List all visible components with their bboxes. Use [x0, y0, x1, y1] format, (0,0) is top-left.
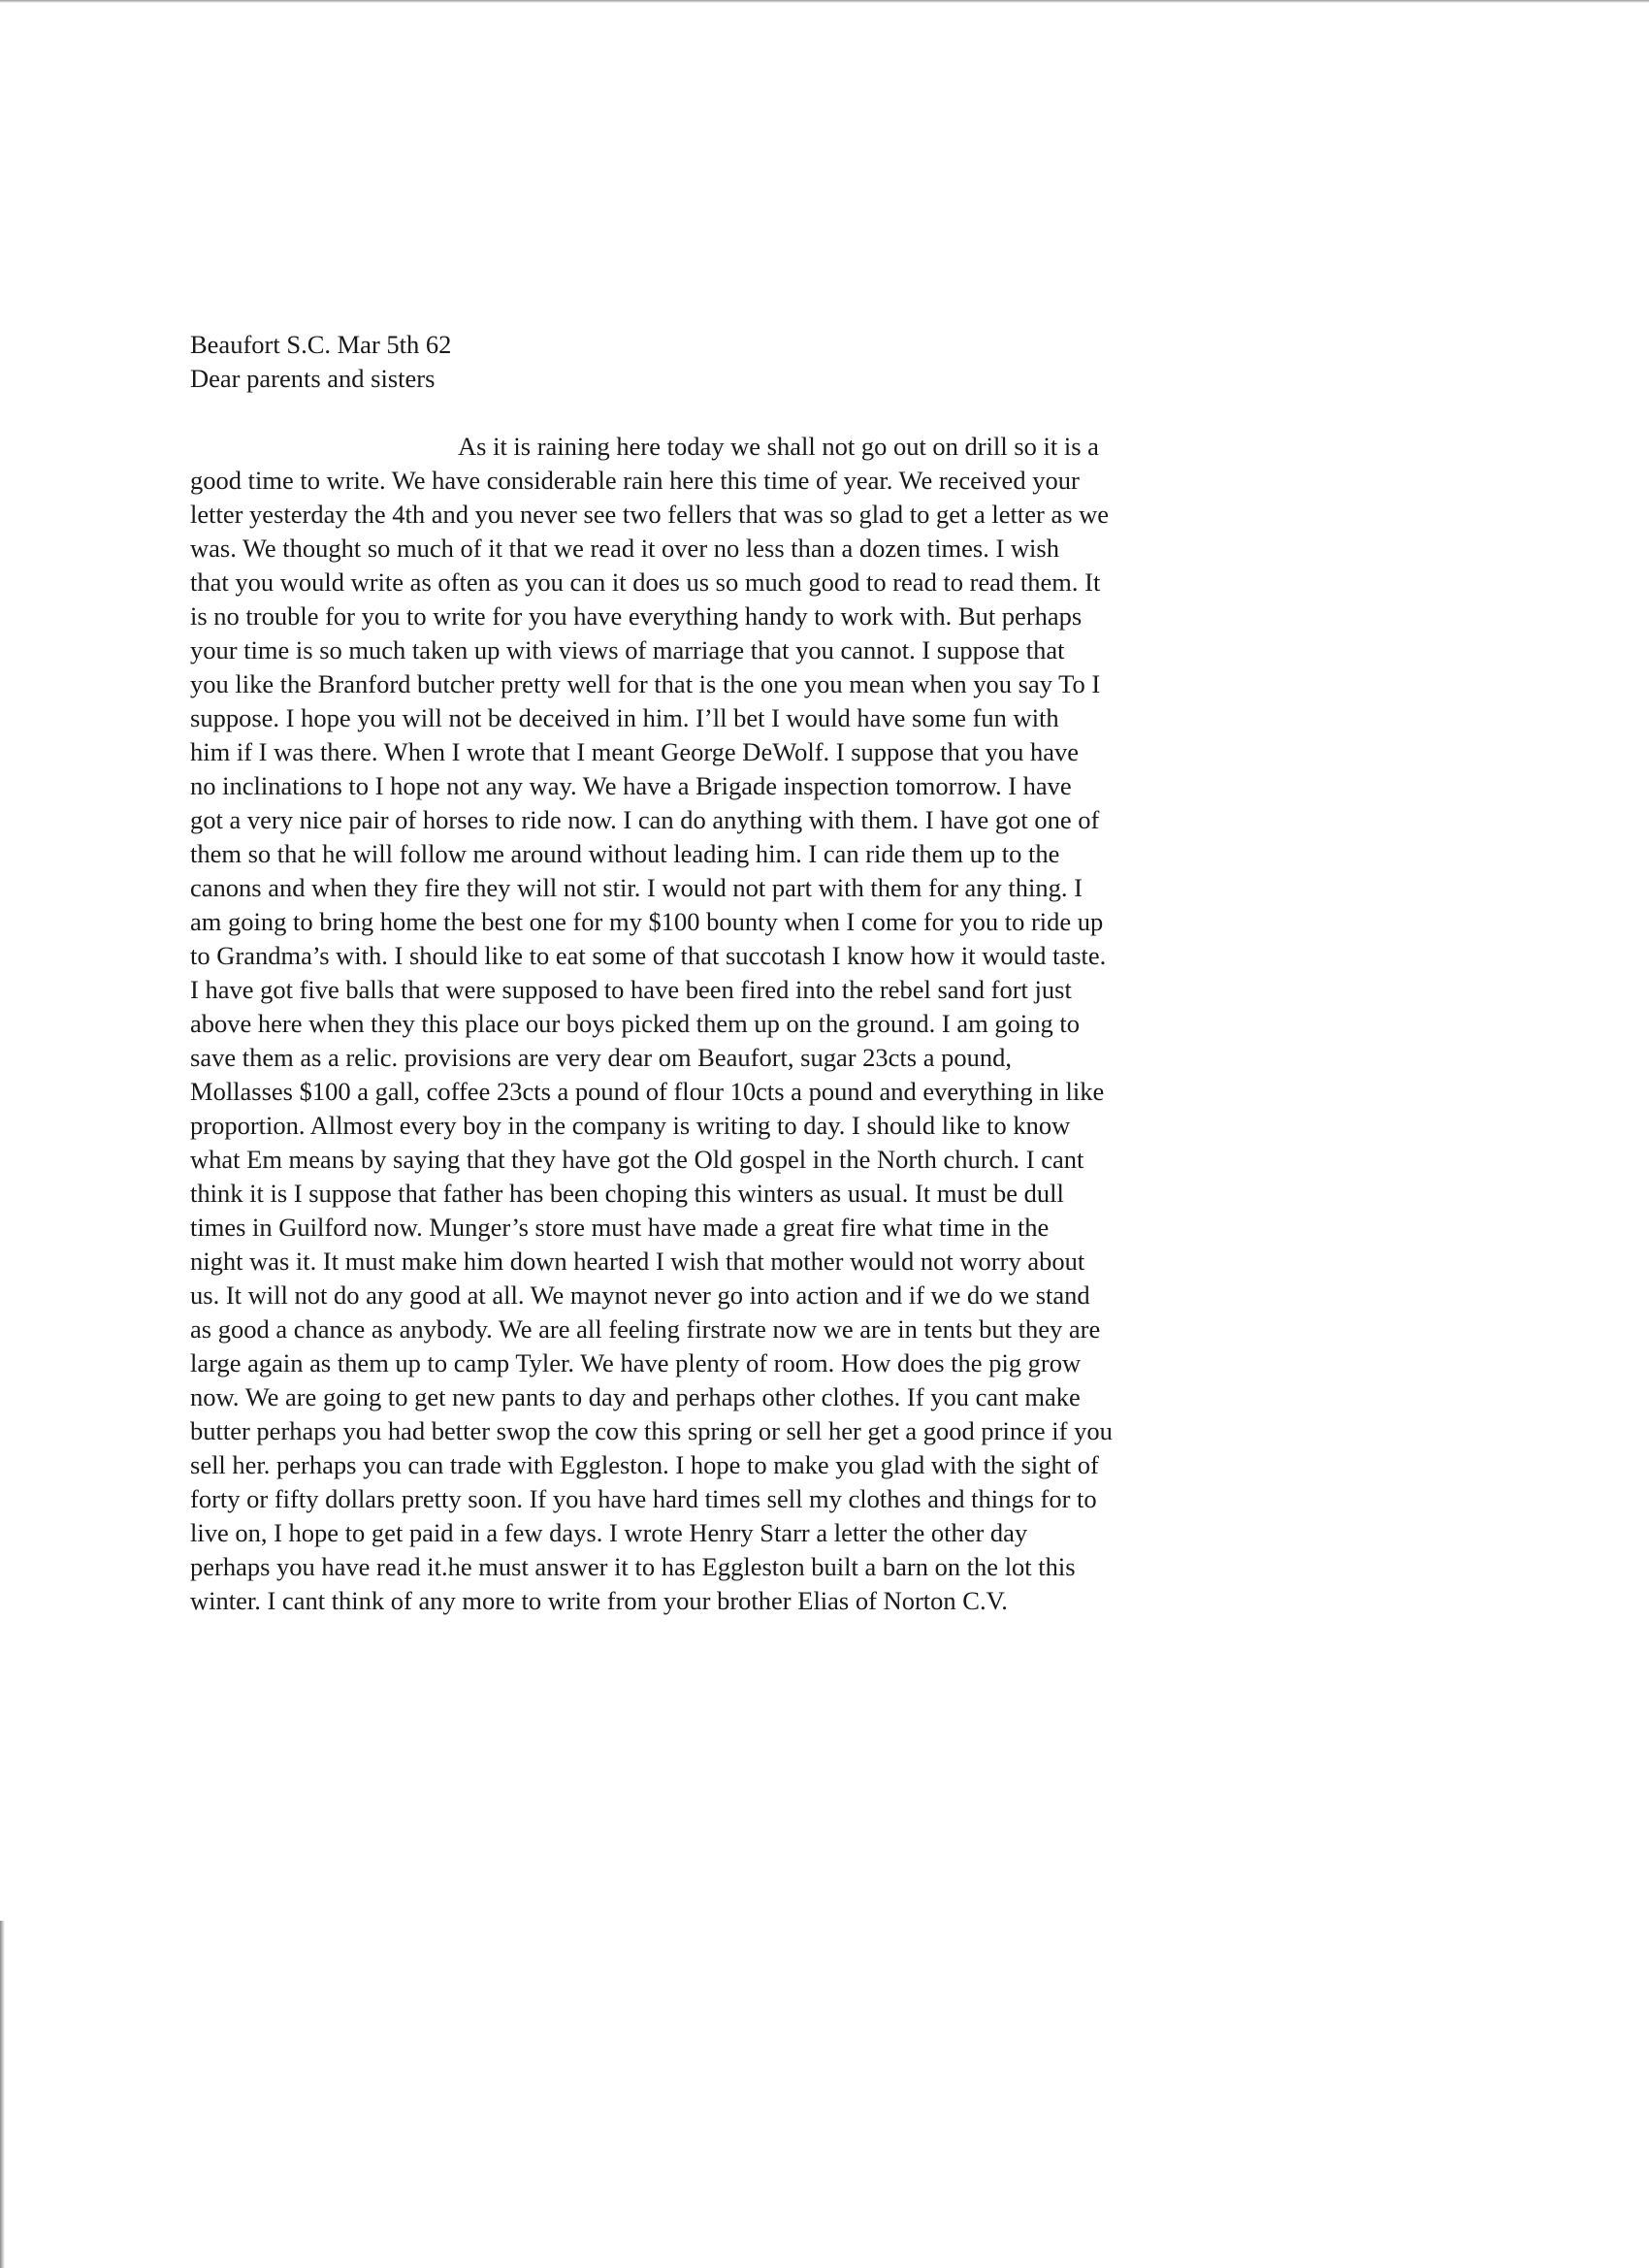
body-line: good time to write. We have considerable rain here this time of year. We received your: [190, 466, 1080, 495]
salutation: Dear parents and sisters: [190, 364, 436, 393]
body-line: think it is I suppose that father has been choping this winters as usual. It must be dull: [190, 1179, 1064, 1208]
body-line: him if I was there. When I wrote that I meant George DeWolf. I suppose that you have: [190, 737, 1080, 766]
body-line: sell her. perhaps you can trade with Eggleston. I hope to make you glad with the sight of: [190, 1450, 1099, 1479]
body-line: no inclinations to I hope not any way. We have a Brigade inspection tomorrow. I have: [190, 771, 1072, 800]
letter-body: [190, 430, 1277, 1618]
body-line: winter. I cant think of any more to write from your brother Elias of Norton C.V.: [190, 1586, 1008, 1615]
body-line: times in Guilford now. Munger’s store must have made a great fire what time in the: [190, 1213, 1050, 1242]
body-line: that you would write as often as you can it does us so much good to read to read them. It: [190, 567, 1101, 597]
body-line: I have got five balls that were supposed to have been fired into the rebel sand fort just: [190, 975, 1072, 1004]
scan-edge-left: [0, 1921, 5, 2268]
dateline: Beaufort S.C. Mar 5th 62: [190, 330, 452, 359]
body-line: was. We thought so much of it that we read it over no less than a dozen times. I wish: [190, 534, 1059, 563]
body-line: what Em means by saying that they have got the Old gospel in the North church. I cant: [190, 1145, 1084, 1174]
body-line: your time is so much taken up with views of marriage that you cannot. I suppose that: [190, 635, 1065, 664]
body-line: is no trouble for you to write for you have everything handy to work with. But perhaps: [190, 601, 1083, 631]
body-line: to Grandma’s with. I should like to eat some of that succotash I know how it would taste.: [190, 941, 1107, 970]
letter-text: [190, 328, 1277, 1618]
body-line: got a very nice pair of horses to ride now. I can do anything with them. I have got one of: [190, 805, 1100, 834]
body-line: night was it. It must make him down hearted I wish that mother would not worry about: [190, 1247, 1085, 1276]
body-line: butter perhaps you had better swop the cow this spring or sell her get a good prince if you: [190, 1416, 1113, 1445]
body-line: us. It will not do any good at all. We maynot never go into action and if we do we stand: [190, 1280, 1090, 1310]
body-line: Mollasses $100 a gall, coffee 23cts a pound of flour 10cts a pound and everything in like: [190, 1077, 1105, 1106]
body-line: them so that he will follow me around without leading him. I can ride them up to the: [190, 839, 1060, 868]
body-line: letter yesterday the 4th and you never see two fellers that was so glad to get a letter as we: [190, 500, 1110, 529]
scan-edge-top: [0, 0, 1649, 3]
body-line: above here when they this place our boys picked them up on the ground. I am going to: [190, 1009, 1080, 1038]
body-line: proportion. Allmost every boy in the company is writing to day. I should like to know: [190, 1111, 1071, 1140]
body-line: save them as a relic. provisions are very dear om Beaufort, sugar 23cts a pound,: [190, 1043, 1012, 1072]
body-line: am going to bring home the best one for my $100 bounty when I come for you to ride up: [190, 907, 1104, 936]
body-line: you like the Branford butcher pretty well for that is the one you mean when you say To I: [190, 669, 1101, 698]
body-line: now. We are going to get new pants to day and perhaps other clothes. If you cant make: [190, 1382, 1081, 1411]
body-line: suppose. I hope you will not be deceived in him. I’ll bet I would have some fun with: [190, 703, 1059, 732]
body-line: as good a chance as anybody. We are all feeling firstrate now we are in tents but they are: [190, 1314, 1101, 1344]
body-line: As it is raining here today we shall not go out on drill so it is a: [458, 432, 1099, 461]
body-line: canons and when they fire they will not stir. I would not part with them for any thing. I: [190, 873, 1083, 902]
body-line: perhaps you have read it.he must answer it to has Eggleston built a barn on the lot this: [190, 1552, 1076, 1581]
body-line: forty or fifty dollars pretty soon. If you have hard times sell my clothes and things for to: [190, 1484, 1097, 1513]
body-line: live on, I hope to get paid in a few days. I wrote Henry Starr a letter the other day: [190, 1518, 1028, 1547]
body-line: large again as them up to camp Tyler. We have plenty of room. How does the pig grow: [190, 1348, 1082, 1377]
